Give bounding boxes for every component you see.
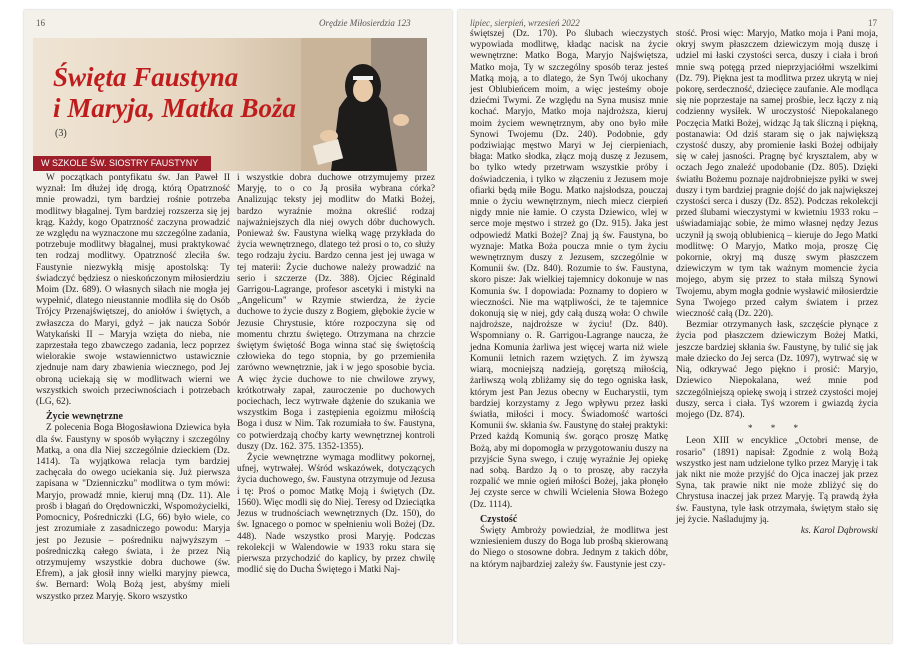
issue-number: (3) [55,128,67,139]
author-signature: ks. Karol Dąbrowski [800,525,878,536]
paragraph: W początkach pontyfikatu św. Jan Paweł II wyznał: Im dłużej idę drogą, którą Opatrzność mnie prowadzi, tym bardziej rośnie potrzeba modlitwy błagalnej. Tym bardziej rozszerza się jej krąg. Każdy, kogo Opatrzność zaczyna prowadzić ze względu na wyznaczone mu szczególne zadania, potrzebuje modlitwy błagalnej, musi praktykować ten rodzaj modlitwy. Opatrzność zleciła św. Faustynie niezwykłą misję apostolską: Ty świadczyć będziesz o nieskończonym miłosierdziu Moim (Dz. 689). O własnych siłach nie mogła jej wypełnić, dlatego nieustannie modliła się do Osób Trójcy Przenajświętszej, do aniołów i świętych, a zwłaszcza do Maryi, gdyż – jak naucza Sobór Watykański II – Maryja wzięta do nieba, nie zaprzestała tego zbawczego zadania, lecz poprzez wielorakie swoje wstawiennictwo ustawicznie zjednuje nam dary zbawienia wiecznego, pod Jej obroną uciekają się w modlitwach wierni we wszystkich swoich przeciwnościach i potrzebach (LG, 62). [36,173,230,408]
section-heading: Życie wewnętrzne [46,411,123,423]
left-column-2 [237,173,435,576]
right-column-2 [676,29,878,537]
running-head-right: lipiec, sierpień, wrzesień 2022 [470,18,580,28]
left-column-1 [36,173,230,603]
running-head-left: Orędzie Miłosierdzia 123 [319,18,411,28]
paragraph: Leon XIII w encyklice „Octobri mense, de rosario" (1891) napisał: Zgodnie z wolą Bożą wszystko jest nam udzielone tylko przez Maryję i tak jak nikt nie może przyjść do Ojca inaczej jak przez Syna, tak prawie nikt nie może zbliżyć się do Chrystusa inaczej jak przez Maryję. Tą prawdą żyła św. Faustyna, tyle łask otrzymała, świętym stało się jej życie. Naśladujmy ją. [676,436,878,525]
section-divider: * * * [748,423,806,434]
page-number-right: 17 [868,18,877,28]
right-page [458,10,892,643]
paragraph: świętszej (Dz. 170). Po ślubach wieczystych wypowiada modlitwę, kładąc nacisk na życie wewnętrzne: Matko Boga, Maryjo Najświętsza, Matko moja, Ty w szczególny sposób teraz jesteś Matką moją, a to dlatego, że Syn Twój ukochany jest Oblubieńcem moim, a więc jesteśmy oboje dziećmi Twymi. Ze względu na Syna musisz mnie kochać. Maryjo, Matko moja najdroższa, kieruj moim życiem wewnętrznym, aby ono było miłe Synowi Twojemu (Dz. 240). Podobnie, gdy podziwiając męstwo Maryi w Jej cierpieniach, błaga: Matko słodka, złącz moją duszę z Jezusem, bo tylko wtedy przetrwam wszystkie próby i doświadczenia, i tylko w złączeniu z Jezusem moje ofiarki będą miłe Bogu. Matko najsłodsza, pouczaj mnie o życiu wewnętrznym, niech miecz cierpień nigdy mnie nie łamie. O czysta Dziewico, wlej w serce moje męstwo i strzeż go (Dz. 915). Jaka jest odpowiedź Matki Bożej? Znaj ją św. Faustyna, bo wyznaje: Matka Boża poucza mnie o tym życiu wewnętrznym duszy z Jezusem, szczególnie w Komunii św. (Dz. 840). Rozumie to św. Faustyna, skoro pisze: Jak wielkiej tajemnicy dokonuje w nas Komunia św. I dopowiada: Poznamy to dopiero w wieczności. Nie ma wątpliwości, że te tajemnice dokonują się w niej, gdy całą duszą woła: O chwile najdroższe, najdroższe w życiu! (Dz. 840). Wspomniany o. R. Garrigou-Lagrange naucza, że jedna Komunia żarliwa jest więcej warta niż wiele Komunii letnich razem wziętych. Z im żywszą wiarą, mocniejszą nadzieją, gorętszą miłością, żarliwszą wolą zbliżamy się do tego ogniska łask, którym jest Pan Jezus obecny w Eucharystii, tym bardziej korzystamy z Jego wpływu przez łaski światła, miłości i mocy. Świadomość wartości Komunii św. skłania św. Faustynę do stałej praktyki: Przed każdą Komunią św. gorąco proszę Matkę Bożą, aby mi dopomogła w przygotowaniu duszy na przyjście Syna swego, i czuję wyraźnie Jej opiekę nad sobą. Bardzo Ją o to proszę, aby raczyła rozpalić we mnie ogień miłości Bożej, jaka płonęło Jej czyste serce w chwili Wcielenia Słowa Bożego (Dz. 1114). [470,29,668,510]
paragraph: stość. Prosi więc: Maryjo, Matko moja i Pani moja, okryj swym płaszczem dziewiczym moją duszę i udziel mi łaski czystości serca, duszy i ciała i broń mnie swą potęgą przed nieprzyjaciółmi wszelkimi (Dz. 79). Piękna jest ta modlitwa przez ukrytą w niej pokorę, serdeczność, dziecięce zaufanie. Ale modląca się nie poprzestaje na samej prośbie, lecz łączy z nią codzienny wysiłek. W uroczystość Niepokalanego Poczęcia Matki Bożej, widząc Ją tak śliczną i piękną, postanawia: Od dziś staram się o jak największą czystość duszy, aby promienie łaski Bożej odbijały się w całej jasności. Pragnę być krysztalem, aby w oczach Jego znaleźć upodobanie (Dz. 805). Dzięki światłu Bożemu poznaje najdrobniejsze pyłki w swej duszy i tym bardziej pragnie dojść do jak największej czystości serca i duszy (Dz. 852). Podczas rekolekcji przed ślubami wieczystymi w kwietniu 1933 roku – uświadamiając sobie, że mimo własnej nędzy Jezus uczynił ją swoją oblubienicą – kieruje do Jego Matki modlitwę: O Maryjo, Matko moja, proszę Cię pokornie, okryj mą duszę swym płaszczem dziewiczym w tym tak ważnym momencie życia mojego, abym się przez to stała milszą Synowi Twojemu, abym mogła godnie wysławić miłosierdzie Syna Twojego przed całym światem i przez wieczność całą (Dz. 220). [676,29,878,320]
paragraph: Święty Ambroży powiedział, że modlitwa jest wzniesieniem duszy do Boga lub prośbą skierowaną do Niego o stosowne dobra. Jednym z takich dóbr, na którym najbardziej zależy św. Faustynie jest czy- [470,525,668,570]
right-column-1 [470,29,668,571]
left-page [24,10,452,643]
paragraph: Z polecenia Boga Błogosławiona Dziewica była dla św. Faustyny w sposób wyłączny i szczególny Matką, a ona dla Niej szczególnie dzieckiem (Dz. 1414). Ta wyjątkowa relacja tym bardziej zachęcała do owego uciekania się. Już pierwsza zapisana w "Dzienniczku" modlitwa o tym mówi: Maryjo, prowadź mnie, kieruj mną (Dz. 11). Ale prośb i błagań do Orędowniczki, Wspomożycielki, Pomocnicy, Pośredniczki (LG, 66) było wiele, co jest zrozumiałe z zasadniczego powodu: Maryja jest po Jezusie – pośredniku najwyższym – pośredniczką całego świata, i że przez Nią otrzymujemy wszystkie dobra duchowe (św. Efrem), a jak głosił inny wielki maryjny piewca, św. Bernard: Wolą Bożą jest, abyśmy mieli wszystko przez Maryję. Skoro wszystko [36,423,230,602]
paragraph: Bezmiar otrzymanych łask, szczęście płynące z życia pod płaszczem dziewiczym Bożej Matki, jeszcze bardziej skłania św. Faustynę, by tulić się jak małe dziecko do Jej serca (Dz. 1097), wytrwać się w Nią, odkrywać Jego piękno i prosić: Maryjo, Dziewico Niepokalana, weź mnie pod szczególniejszą opiekę swoją i strzeż czystości mojej duszy, serca i ciała. Tyś wzorem i gwiazdą życia mojego (Dz. 874). [676,320,878,420]
article-title: Święta Faustyna i Maryja, Matka Boża [53,62,297,123]
paragraph: i wszystkie dobra duchowe otrzymujemy przez Maryję, to o co Ją prosiła wybrana córka? Analizując teksty jej modlitw do Matki Bożej, bardzo wyraźnie można określić rodzaj najważniejszych dla niej owych dóbr duchowych. Ponieważ św. Faustyna wielką wagę przykłada do życia wewnętrznego, dlatego też prosi o to, co służy tego rodzaju życiu. Bardzo cenna jest jej uwaga w tej materii: Życie duchowe należy prowadzić na serio i szczerze (Dz. 388). Ojciec Réginald Garrigou-Lagrange, profesor ascetyki i mistyki na „Angelicum" w Rzymie stwierdza, że życie duchowe to życie duszy z Bogiem, głębokie życie w Jezusie Chrystusie, które rozpoczyna się od momentu chrztu świętego. Otrzymana na chrzcie świętym świętość Boga winna stać się świętością człowieka do tego stopnia, by go przemieniła zarówno wewnętrznie, jak i w jego sposobie bycia. A więc życie duchowe to nie chwilowe zrywy, krótkotrwały zapał, zauroczenie po duchowych pociechach, lecz wytrwałe dążenie do szukania we wszystkim Boga i zastępienia egoizmu miłością Boga i dusz w Nim. Tak rozumiała to św. Faustyna, co potwierdzają choćby karty wewnętrznej kontroli duszy (Dz. 162. 375. 1352-1355). [237,173,435,452]
section-label: W SZKOLE ŚW. SIOSTRY FAUSTYNY [33,156,211,171]
page-number-left: 16 [36,18,45,28]
nun-portrait-image [301,38,427,171]
article-banner [33,38,427,171]
paragraph: Życie wewnętrzne wymaga modlitwy pokornej, ufnej, wytrwałej. Wśród wskazówek, dotyczących życia duchowego, św. Faustyna otrzymuje od Jezusa i tę: Proś o pomoc Matkę Moją i świętych (Dz. 1560). Więc modli się do Niej. Teresy od Dzieciątka Jezus w trudnościach wewnętrznych (Dz. 150), do św. Ignacego o pomoc w spełnieniu woli Bożej (Dz. 448). Nade wszystko prosi Maryję. Podczas rekolekcji w Walendowie w 1933 roku stara się pierwsza przychodzić do kaplicy, by przez chwilę modlić się do Ducha Świętego i Matki Naj- [237,453,435,576]
section-heading: Czystość [480,513,518,525]
